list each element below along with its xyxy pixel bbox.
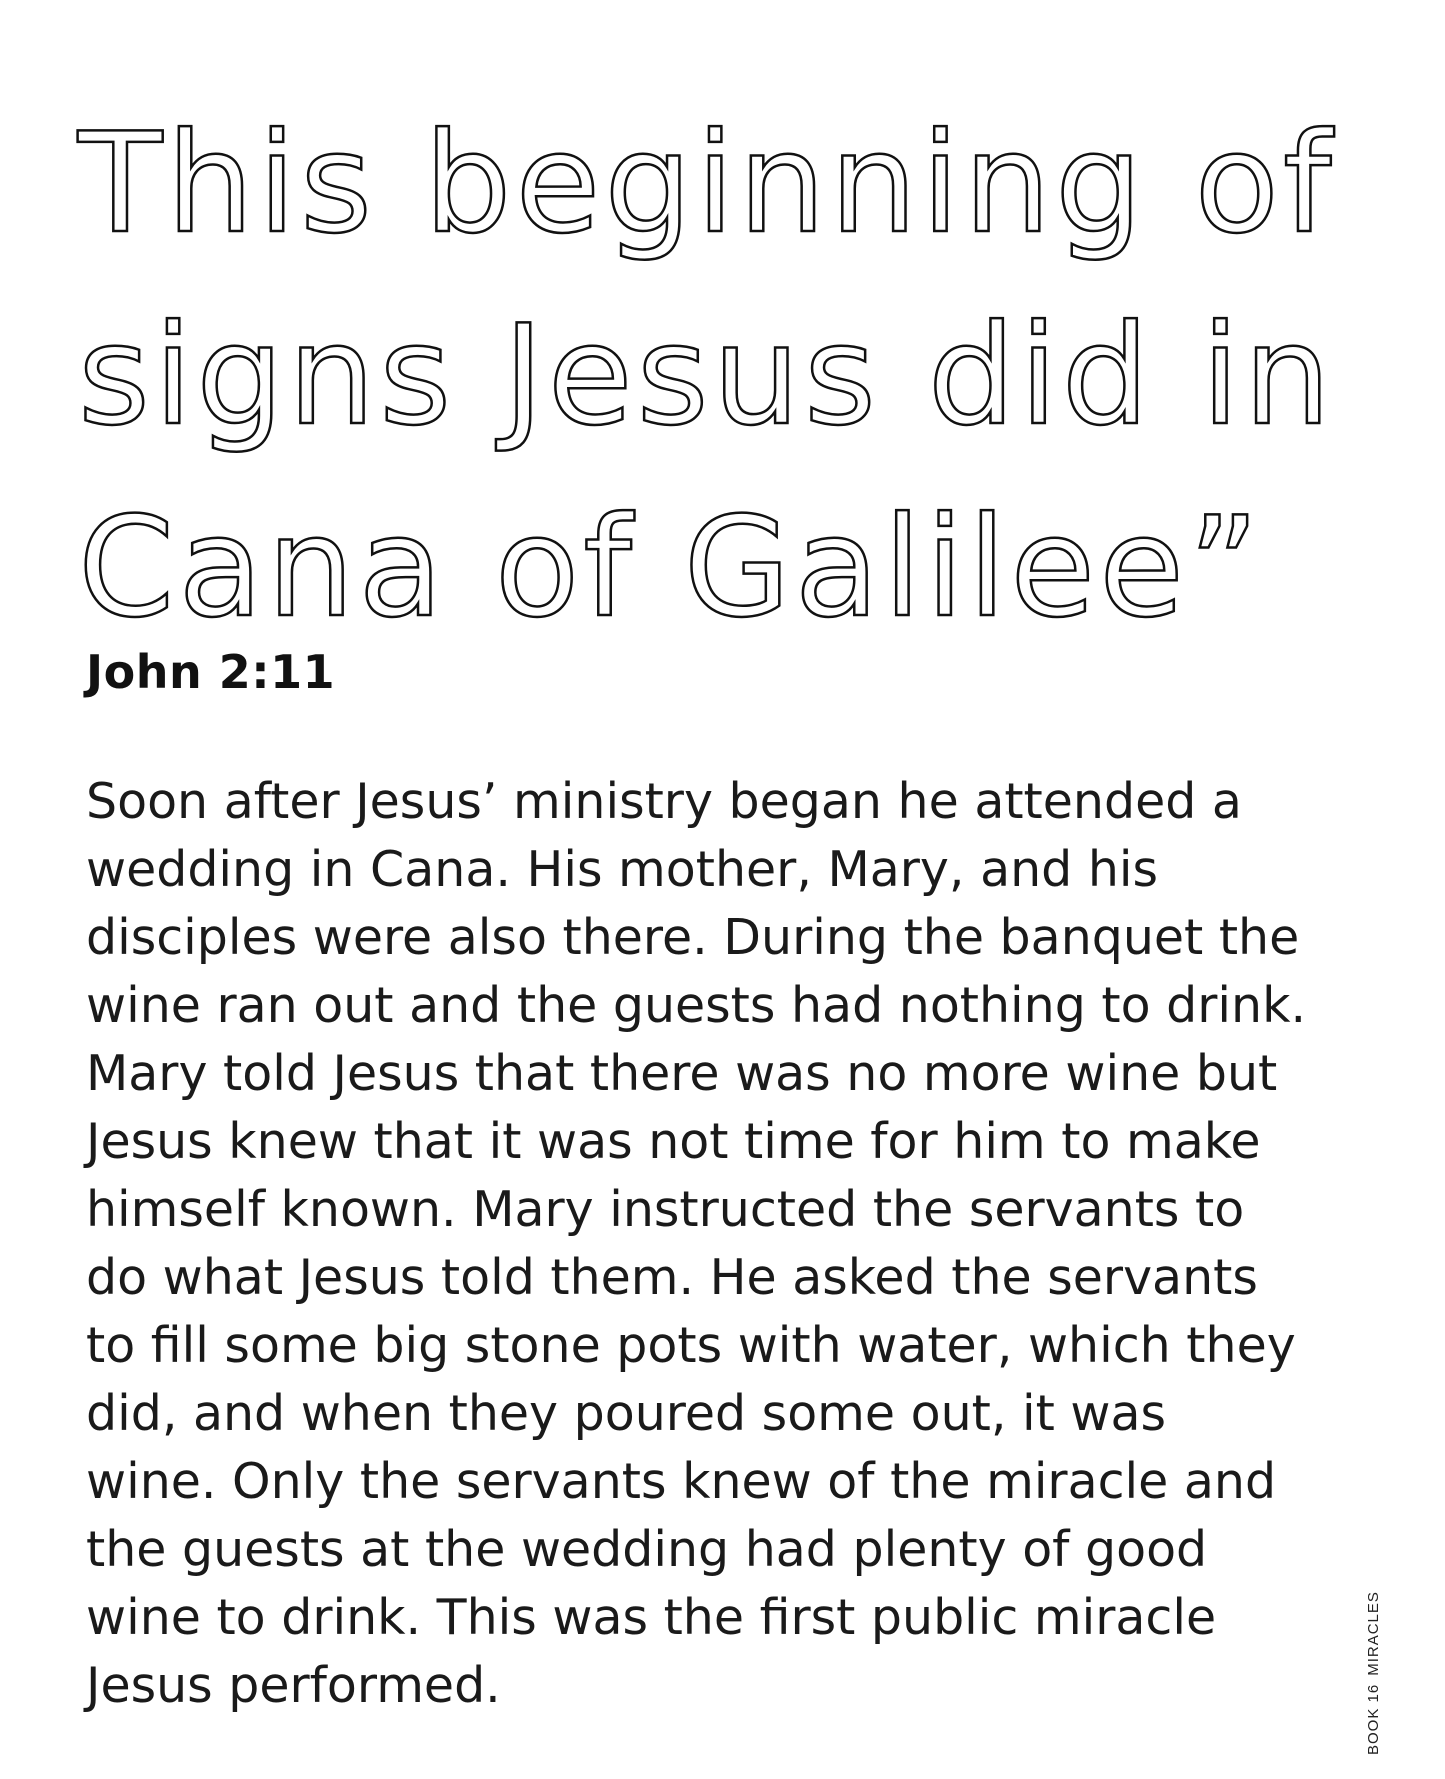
story-line: did, and when they poured some out, it was [86, 1385, 1167, 1442]
story-line: wine. Only the servants knew of the miracle and [86, 1453, 1277, 1510]
title-line-3: Cana of Galilee” [78, 487, 1264, 648]
section-name: MIRACLES [1365, 1591, 1382, 1676]
story-line: to fill some big stone pots with water, which they [86, 1317, 1296, 1374]
story-line: Jesus knew that it was not time for him to make [86, 1113, 1261, 1170]
story-line: Soon after Jesus’ ministry began he attended a [86, 773, 1242, 830]
outlined-title [78, 88, 1336, 664]
story-line: himself known. Mary instructed the servants to [86, 1181, 1245, 1238]
title-line-2: signs Jesus did in [78, 295, 1335, 456]
story-line: Mary told Jesus that there was no more wine but [86, 1045, 1278, 1102]
story-line: wine ran out and the guests had nothing to drink. [86, 977, 1307, 1034]
story-line: do what Jesus told them. He asked the servants [86, 1249, 1258, 1306]
book-number: BOOK 16 [1365, 1683, 1382, 1755]
scripture-reference: John 2:11 [86, 645, 336, 699]
story-line: wine to drink. This was the first public miracle [86, 1589, 1217, 1646]
story-line: Jesus performed. [86, 1657, 501, 1714]
story-line: the guests at the wedding had plenty of good [86, 1521, 1208, 1578]
page-footer [1365, 1591, 1382, 1755]
title-line-1: This beginning of [78, 103, 1336, 264]
story-line: wedding in Cana. His mother, Mary, and his [86, 841, 1159, 898]
story-paragraph [86, 768, 1316, 1720]
story-line: disciples were also there. During the banquet the [86, 909, 1300, 966]
